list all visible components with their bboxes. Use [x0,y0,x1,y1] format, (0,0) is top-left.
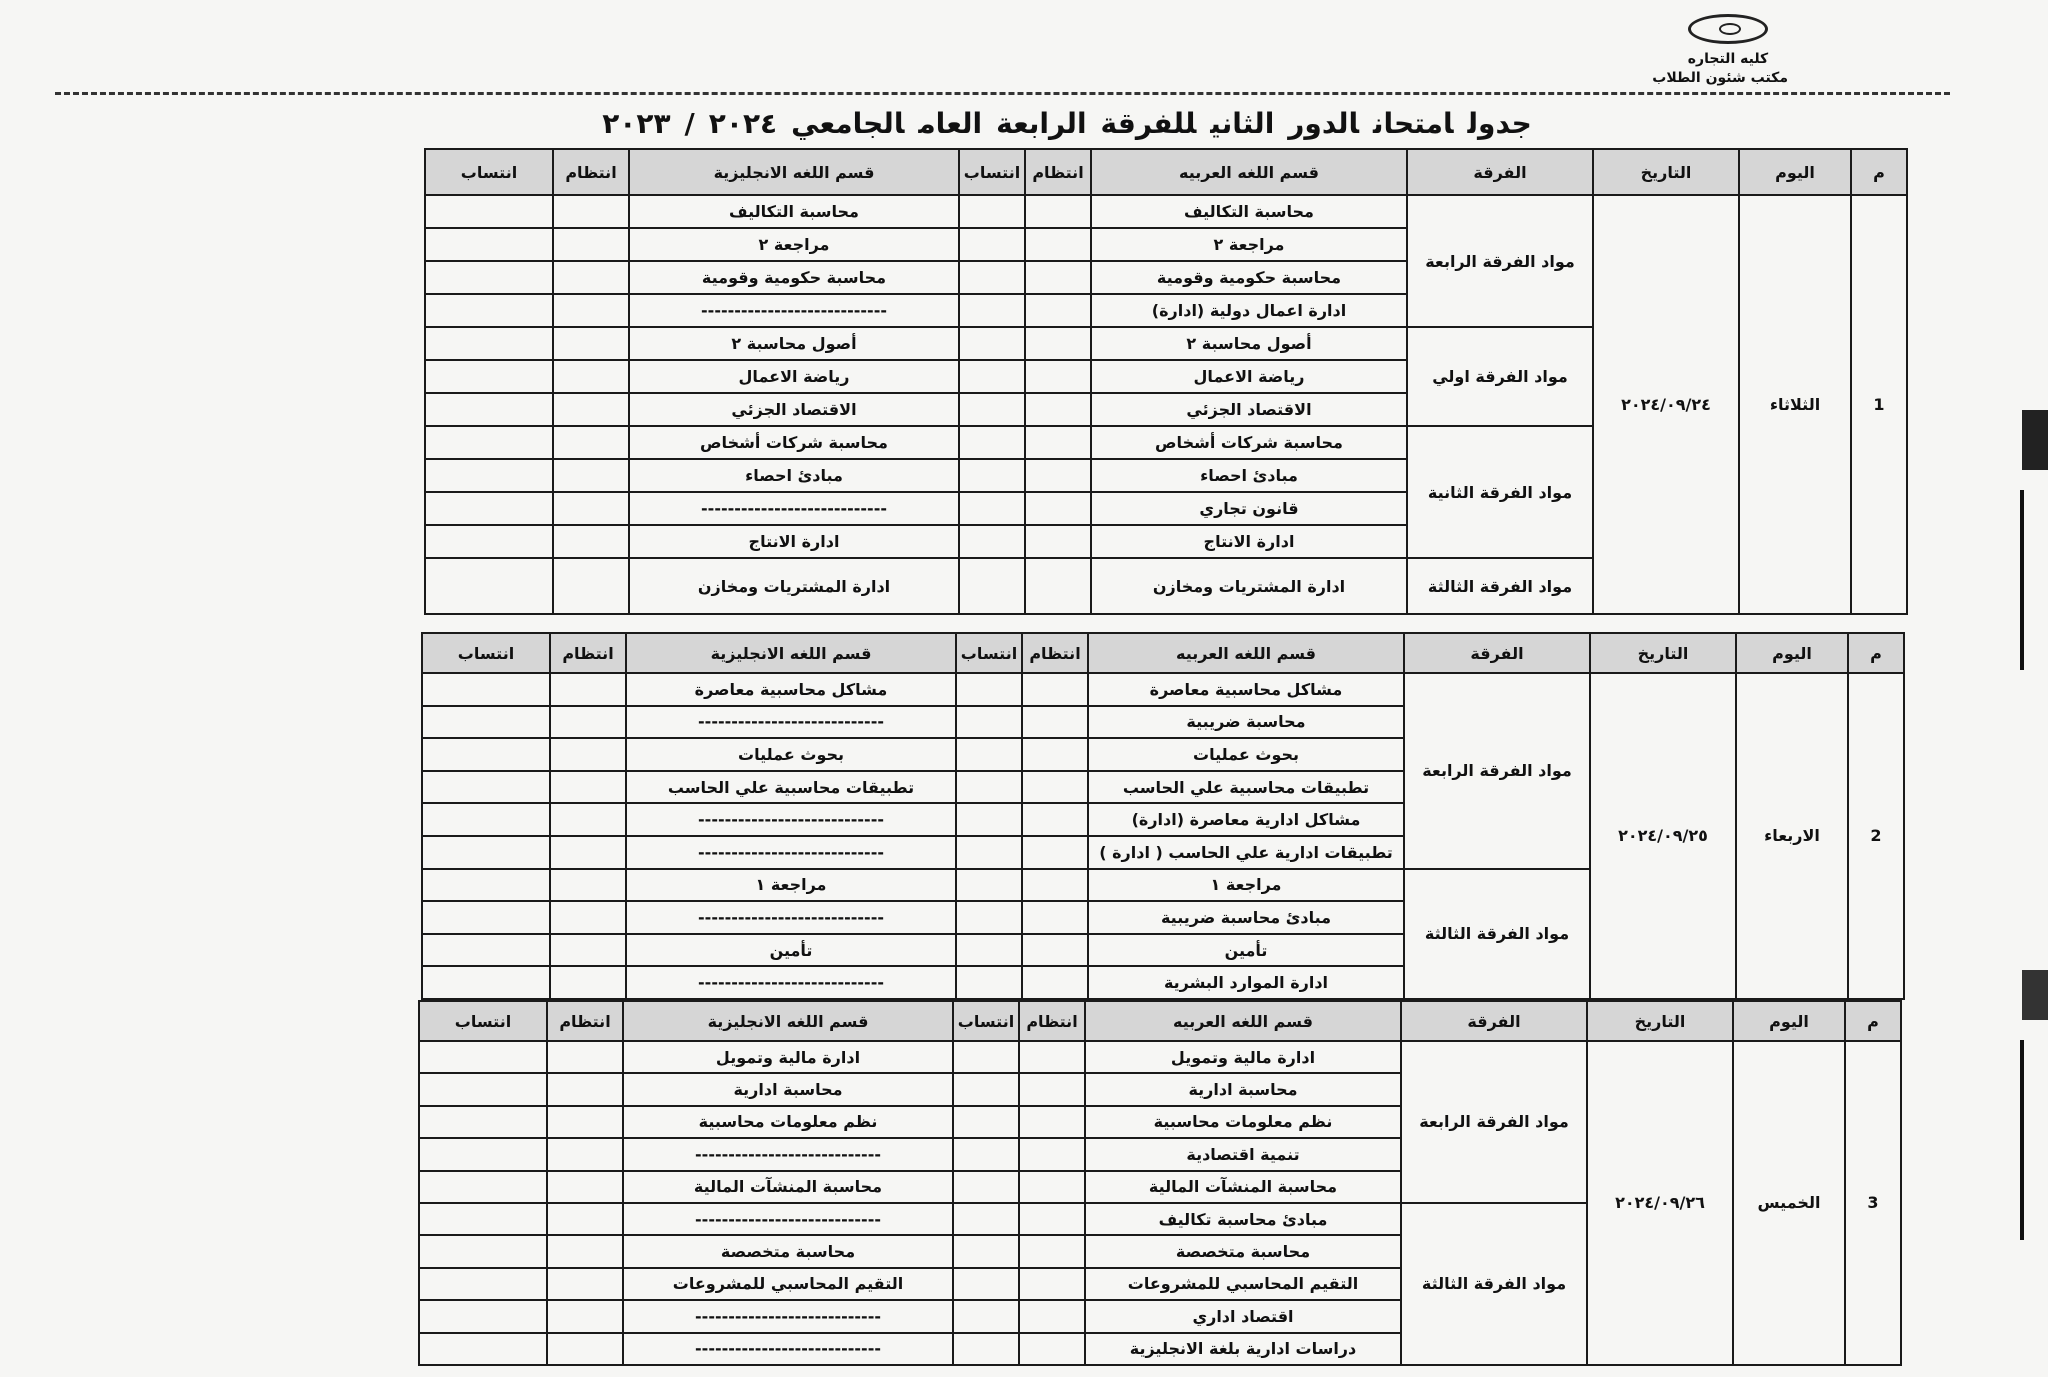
attend-cell [550,738,626,771]
affil-cell [422,706,550,739]
attend-cell [547,1300,623,1332]
attend-cell [1019,1073,1085,1105]
arabic-subject: محاسبة التكاليف [1091,195,1407,228]
attend-cell [547,1138,623,1170]
col-affil-header: انتساب [422,633,550,673]
affil-cell [956,738,1022,771]
title-word: امتحان [1373,107,1454,140]
adjacent-page-edge [2012,400,2048,1300]
arabic-subject: محاسبة شركات أشخاص [1091,426,1407,459]
affil-cell [422,771,550,804]
affil-cell [956,934,1022,967]
affil-cell [422,869,550,902]
arabic-subject: مبادئ احصاء [1091,459,1407,492]
col-num-header: م [1848,633,1904,673]
attend-cell [1022,803,1088,836]
exam-date: ٢٠٢٤/٠٩/٢٥ [1590,673,1736,999]
arabic-subject: ادارة الموارد البشرية [1088,966,1404,999]
arabic-subject: مشاكل ادارية معاصرة (ادارة) [1088,803,1404,836]
affil-cell [953,1073,1019,1105]
attend-cell [1019,1106,1085,1138]
affil-cell [956,966,1022,999]
group-name: مواد الفرقة الرابعة [1404,673,1590,869]
affil-cell [422,836,550,869]
english-subject: ادارة المشتريات ومخازن [629,558,959,614]
faculty-logo [1652,14,1788,94]
english-subject: محاسبة ادارية [623,1073,953,1105]
affil-cell [953,1138,1019,1170]
title-word: الثاني [1210,107,1275,140]
col-attend-header: انتظام [550,633,626,673]
affil-cell [959,426,1025,459]
faculty-name: كليه التجاره [1687,51,1769,67]
attend-cell [553,525,629,558]
attend-cell [1019,1300,1085,1332]
english-subject: رياضة الاعمال [629,360,959,393]
attend-cell [1022,771,1088,804]
attend-cell [1025,360,1091,393]
affil-cell [959,195,1025,228]
attend-cell [550,901,626,934]
arabic-subject: تطبيقات ادارية علي الحاسب ( ادارة ) [1088,836,1404,869]
attend-cell [550,803,626,836]
affil-cell [959,294,1025,327]
attend-cell [1019,1138,1085,1170]
arabic-subject: تنمية اقتصادية [1085,1138,1401,1170]
table-row [425,195,1907,228]
col-group-header: الفرقة [1401,1001,1587,1041]
document-title [560,104,1560,144]
affil-cell [953,1268,1019,1300]
title-word: ٢٠٢٤ [708,107,778,140]
col-affil-header: انتساب [956,633,1022,673]
attend-cell [1019,1268,1085,1300]
affil-cell [419,1203,547,1235]
english-subject: ---------------------------- [629,294,959,327]
arabic-subject: مراجعة ٢ [1091,228,1407,261]
attend-cell [553,195,629,228]
affil-cell [956,836,1022,869]
attend-cell [1019,1333,1085,1365]
arabic-subject: أصول محاسبة ٢ [1091,327,1407,360]
english-subject: ---------------------------- [623,1138,953,1170]
affil-cell [959,261,1025,294]
group-name: مواد الفرقة الثانية [1407,426,1593,558]
attend-cell [550,706,626,739]
col-english-header: قسم اللغه الانجليزية [623,1001,953,1041]
english-subject: ---------------------------- [623,1333,953,1365]
title-word: / [684,107,695,140]
english-subject: ---------------------------- [626,706,956,739]
col-date-header: التاريخ [1593,149,1739,195]
table-header-row [419,1001,1901,1041]
affil-cell [425,360,553,393]
english-subject: ---------------------------- [626,901,956,934]
affil-cell [419,1268,547,1300]
attend-cell [1022,673,1088,706]
english-subject: محاسبة المنشآت المالية [623,1171,953,1203]
col-affil-header: انتساب [959,149,1025,195]
affil-cell [425,195,553,228]
arabic-subject: محاسبة متخصصة [1085,1235,1401,1267]
english-subject: محاسبة متخصصة [623,1235,953,1267]
affil-cell [956,869,1022,902]
attend-cell [1019,1041,1085,1073]
affil-cell [422,803,550,836]
arabic-subject: محاسبة حكومية وقومية [1091,261,1407,294]
affil-cell [419,1235,547,1267]
affil-cell [422,738,550,771]
affil-cell [953,1300,1019,1332]
group-name: مواد الفرقة الثالثة [1401,1203,1587,1365]
col-date-header: التاريخ [1587,1001,1733,1041]
affil-cell [422,934,550,967]
arabic-subject: مشاكل محاسبية معاصرة [1088,673,1404,706]
attend-cell [553,294,629,327]
arabic-subject: الاقتصاد الجزئي [1091,393,1407,426]
affil-cell [419,1171,547,1203]
group-name: مواد الفرقة الرابعة [1401,1041,1587,1203]
affil-cell [959,228,1025,261]
english-subject: ---------------------------- [626,803,956,836]
english-subject: محاسبة حكومية وقومية [629,261,959,294]
col-affil-header: انتساب [419,1001,547,1041]
attend-cell [1019,1235,1085,1267]
group-name: مواد الفرقة الثالثة [1404,869,1590,999]
col-arabic-header: قسم اللغه العربيه [1085,1001,1401,1041]
col-day-header: اليوم [1739,149,1851,195]
english-subject: ---------------------------- [626,836,956,869]
attend-cell [1025,525,1091,558]
affil-cell [425,426,553,459]
english-subject: ادارة الانتاج [629,525,959,558]
affil-cell [425,294,553,327]
affil-cell [956,673,1022,706]
attend-cell [1022,706,1088,739]
col-attend-header: انتظام [547,1001,623,1041]
day-number: 3 [1845,1041,1901,1365]
attend-cell [1019,1203,1085,1235]
affil-cell [425,327,553,360]
table-header-row [422,633,1904,673]
arabic-subject: محاسبة ادارية [1085,1073,1401,1105]
affil-cell [425,525,553,558]
attend-cell [1022,738,1088,771]
english-subject: ---------------------------- [623,1203,953,1235]
day-name: الخميس [1733,1041,1845,1365]
attend-cell [550,836,626,869]
col-attend-header: انتظام [1025,149,1091,195]
attend-cell [550,966,626,999]
affil-cell [425,393,553,426]
title-word: ٢٠٢٣ [602,107,671,140]
arabic-subject: ادارة مالية وتمويل [1085,1041,1401,1073]
table-header-row [425,149,1907,195]
affil-cell [959,393,1025,426]
attend-cell [1025,558,1091,614]
affil-cell [419,1300,547,1332]
english-subject: الاقتصاد الجزئي [629,393,959,426]
arabic-subject: محاسبة المنشآت المالية [1085,1171,1401,1203]
attend-cell [547,1041,623,1073]
affil-cell [422,966,550,999]
affil-cell [419,1138,547,1170]
affil-cell [422,673,550,706]
col-day-header: اليوم [1733,1001,1845,1041]
affil-cell [959,327,1025,360]
arabic-subject: دراسات ادارية بلغة الانجليزية [1085,1333,1401,1365]
day-number: 2 [1848,673,1904,999]
col-english-header: قسم اللغه الانجليزية [629,149,959,195]
attend-cell [553,492,629,525]
arabic-subject: ادارة اعمال دولية (ادارة) [1091,294,1407,327]
affil-cell [956,803,1022,836]
col-attend-header: انتظام [1019,1001,1085,1041]
attend-cell [1022,869,1088,902]
attend-cell [547,1106,623,1138]
english-subject: مبادئ احصاء [629,459,959,492]
arabic-subject: مبادئ محاسبة تكاليف [1085,1203,1401,1235]
attend-cell [1025,459,1091,492]
attend-cell [1025,327,1091,360]
english-subject: التقيم المحاسبي للمشروعات [623,1268,953,1300]
affil-cell [425,558,553,614]
arabic-subject: رياضة الاعمال [1091,360,1407,393]
affil-cell [425,261,553,294]
exam-date: ٢٠٢٤/٠٩/٢٤ [1593,195,1739,614]
attend-cell [547,1235,623,1267]
english-subject: محاسبة شركات أشخاص [629,426,959,459]
day-name: الثلاثاء [1739,195,1851,614]
english-subject: تطبيقات محاسبية علي الحاسب [626,771,956,804]
arabic-subject: مبادئ محاسبة ضريبية [1088,901,1404,934]
title-word: للفرقة [1100,107,1197,140]
affil-cell [425,459,553,492]
attend-cell [1025,492,1091,525]
attend-cell [553,393,629,426]
arabic-subject: ادارة المشتريات ومخازن [1091,558,1407,614]
attend-cell [547,1073,623,1105]
affil-cell [422,901,550,934]
attend-cell [553,327,629,360]
title-word: العام [918,107,983,140]
attend-cell [1022,966,1088,999]
affil-cell [956,901,1022,934]
attend-cell [1019,1171,1085,1203]
affil-cell [419,1333,547,1365]
affil-cell [953,1041,1019,1073]
arabic-subject: محاسبة ضريبية [1088,706,1404,739]
attend-cell [547,1203,623,1235]
attend-cell [550,771,626,804]
arabic-subject: اقتصاد اداري [1085,1300,1401,1332]
english-subject: ---------------------------- [626,966,956,999]
english-subject: أصول محاسبة ٢ [629,327,959,360]
col-attend-header: انتظام [1022,633,1088,673]
attend-cell [547,1333,623,1365]
title-word: الجامعي [791,107,905,140]
attend-cell [550,673,626,706]
col-english-header: قسم اللغه الانجليزية [626,633,956,673]
day-table [424,148,1908,615]
affil-cell [956,771,1022,804]
english-subject: نظم معلومات محاسبية [623,1106,953,1138]
exam-date: ٢٠٢٤/٠٩/٢٦ [1587,1041,1733,1365]
arabic-subject: تطبيقات محاسبية علي الحاسب [1088,771,1404,804]
attend-cell [553,459,629,492]
day-table [421,632,1905,1000]
arabic-subject: تأمين [1088,934,1404,967]
affil-cell [959,492,1025,525]
attend-cell [553,558,629,614]
attend-cell [547,1268,623,1300]
attend-cell [1025,426,1091,459]
affil-cell [959,558,1025,614]
col-group-header: الفرقة [1407,149,1593,195]
attend-cell [1025,261,1091,294]
affil-cell [959,459,1025,492]
english-subject: محاسبة التكاليف [629,195,959,228]
affil-cell [953,1106,1019,1138]
col-attend-header: انتظام [553,149,629,195]
table-row [422,673,1904,706]
attend-cell [547,1171,623,1203]
attend-cell [550,934,626,967]
affil-cell [419,1106,547,1138]
office-name: مكتب شئون الطلاب [1652,70,1788,86]
day-number: 1 [1851,195,1907,614]
attend-cell [1022,901,1088,934]
attend-cell [553,228,629,261]
english-subject: مراجعة ٢ [629,228,959,261]
col-num-header: م [1851,149,1907,195]
attend-cell [553,261,629,294]
attend-cell [1025,294,1091,327]
col-affil-header: انتساب [953,1001,1019,1041]
arabic-subject: ادارة الانتاج [1091,525,1407,558]
attend-cell [1025,393,1091,426]
day-name: الاربعاء [1736,673,1848,999]
english-subject: مراجعة ١ [626,869,956,902]
title-word: الرابعة [996,107,1087,140]
col-arabic-header: قسم اللغه العربيه [1091,149,1407,195]
affil-cell [425,492,553,525]
col-num-header: م [1845,1001,1901,1041]
arabic-subject: مراجعة ١ [1088,869,1404,902]
title-word: جدول [1467,107,1532,140]
attend-cell [1025,228,1091,261]
group-name: مواد الفرقة الثالثة [1407,558,1593,614]
attend-cell [550,869,626,902]
attend-cell [1022,934,1088,967]
affil-cell [953,1203,1019,1235]
table-row [419,1041,1901,1073]
english-subject: ---------------------------- [629,492,959,525]
english-subject: تأمين [626,934,956,967]
arabic-subject: التقيم المحاسبي للمشروعات [1085,1268,1401,1300]
col-affil-header: انتساب [425,149,553,195]
english-subject: مشاكل محاسبية معاصرة [626,673,956,706]
affil-cell [953,1235,1019,1267]
affil-cell [953,1171,1019,1203]
arabic-subject: قانون تجاري [1091,492,1407,525]
attend-cell [1025,195,1091,228]
col-date-header: التاريخ [1590,633,1736,673]
affil-cell [425,228,553,261]
affil-cell [419,1041,547,1073]
faculty-emblem-icon [1688,14,1768,44]
group-name: مواد الفرقة الرابعة [1407,195,1593,327]
affil-cell [419,1073,547,1105]
col-arabic-header: قسم اللغه العربيه [1088,633,1404,673]
english-subject: بحوث عمليات [626,738,956,771]
affil-cell [953,1333,1019,1365]
title-word: الدور [1288,107,1360,140]
english-subject: ادارة مالية وتمويل [623,1041,953,1073]
day-table [418,1000,1902,1366]
col-group-header: الفرقة [1404,633,1590,673]
attend-cell [553,360,629,393]
attend-cell [553,426,629,459]
affil-cell [959,525,1025,558]
attend-cell [1022,836,1088,869]
group-name: مواد الفرقة اولي [1407,327,1593,426]
arabic-subject: نظم معلومات محاسبية [1085,1106,1401,1138]
arabic-subject: بحوث عمليات [1088,738,1404,771]
english-subject: ---------------------------- [623,1300,953,1332]
col-day-header: اليوم [1736,633,1848,673]
affil-cell [956,706,1022,739]
affil-cell [959,360,1025,393]
dashed-separator [55,92,1950,95]
